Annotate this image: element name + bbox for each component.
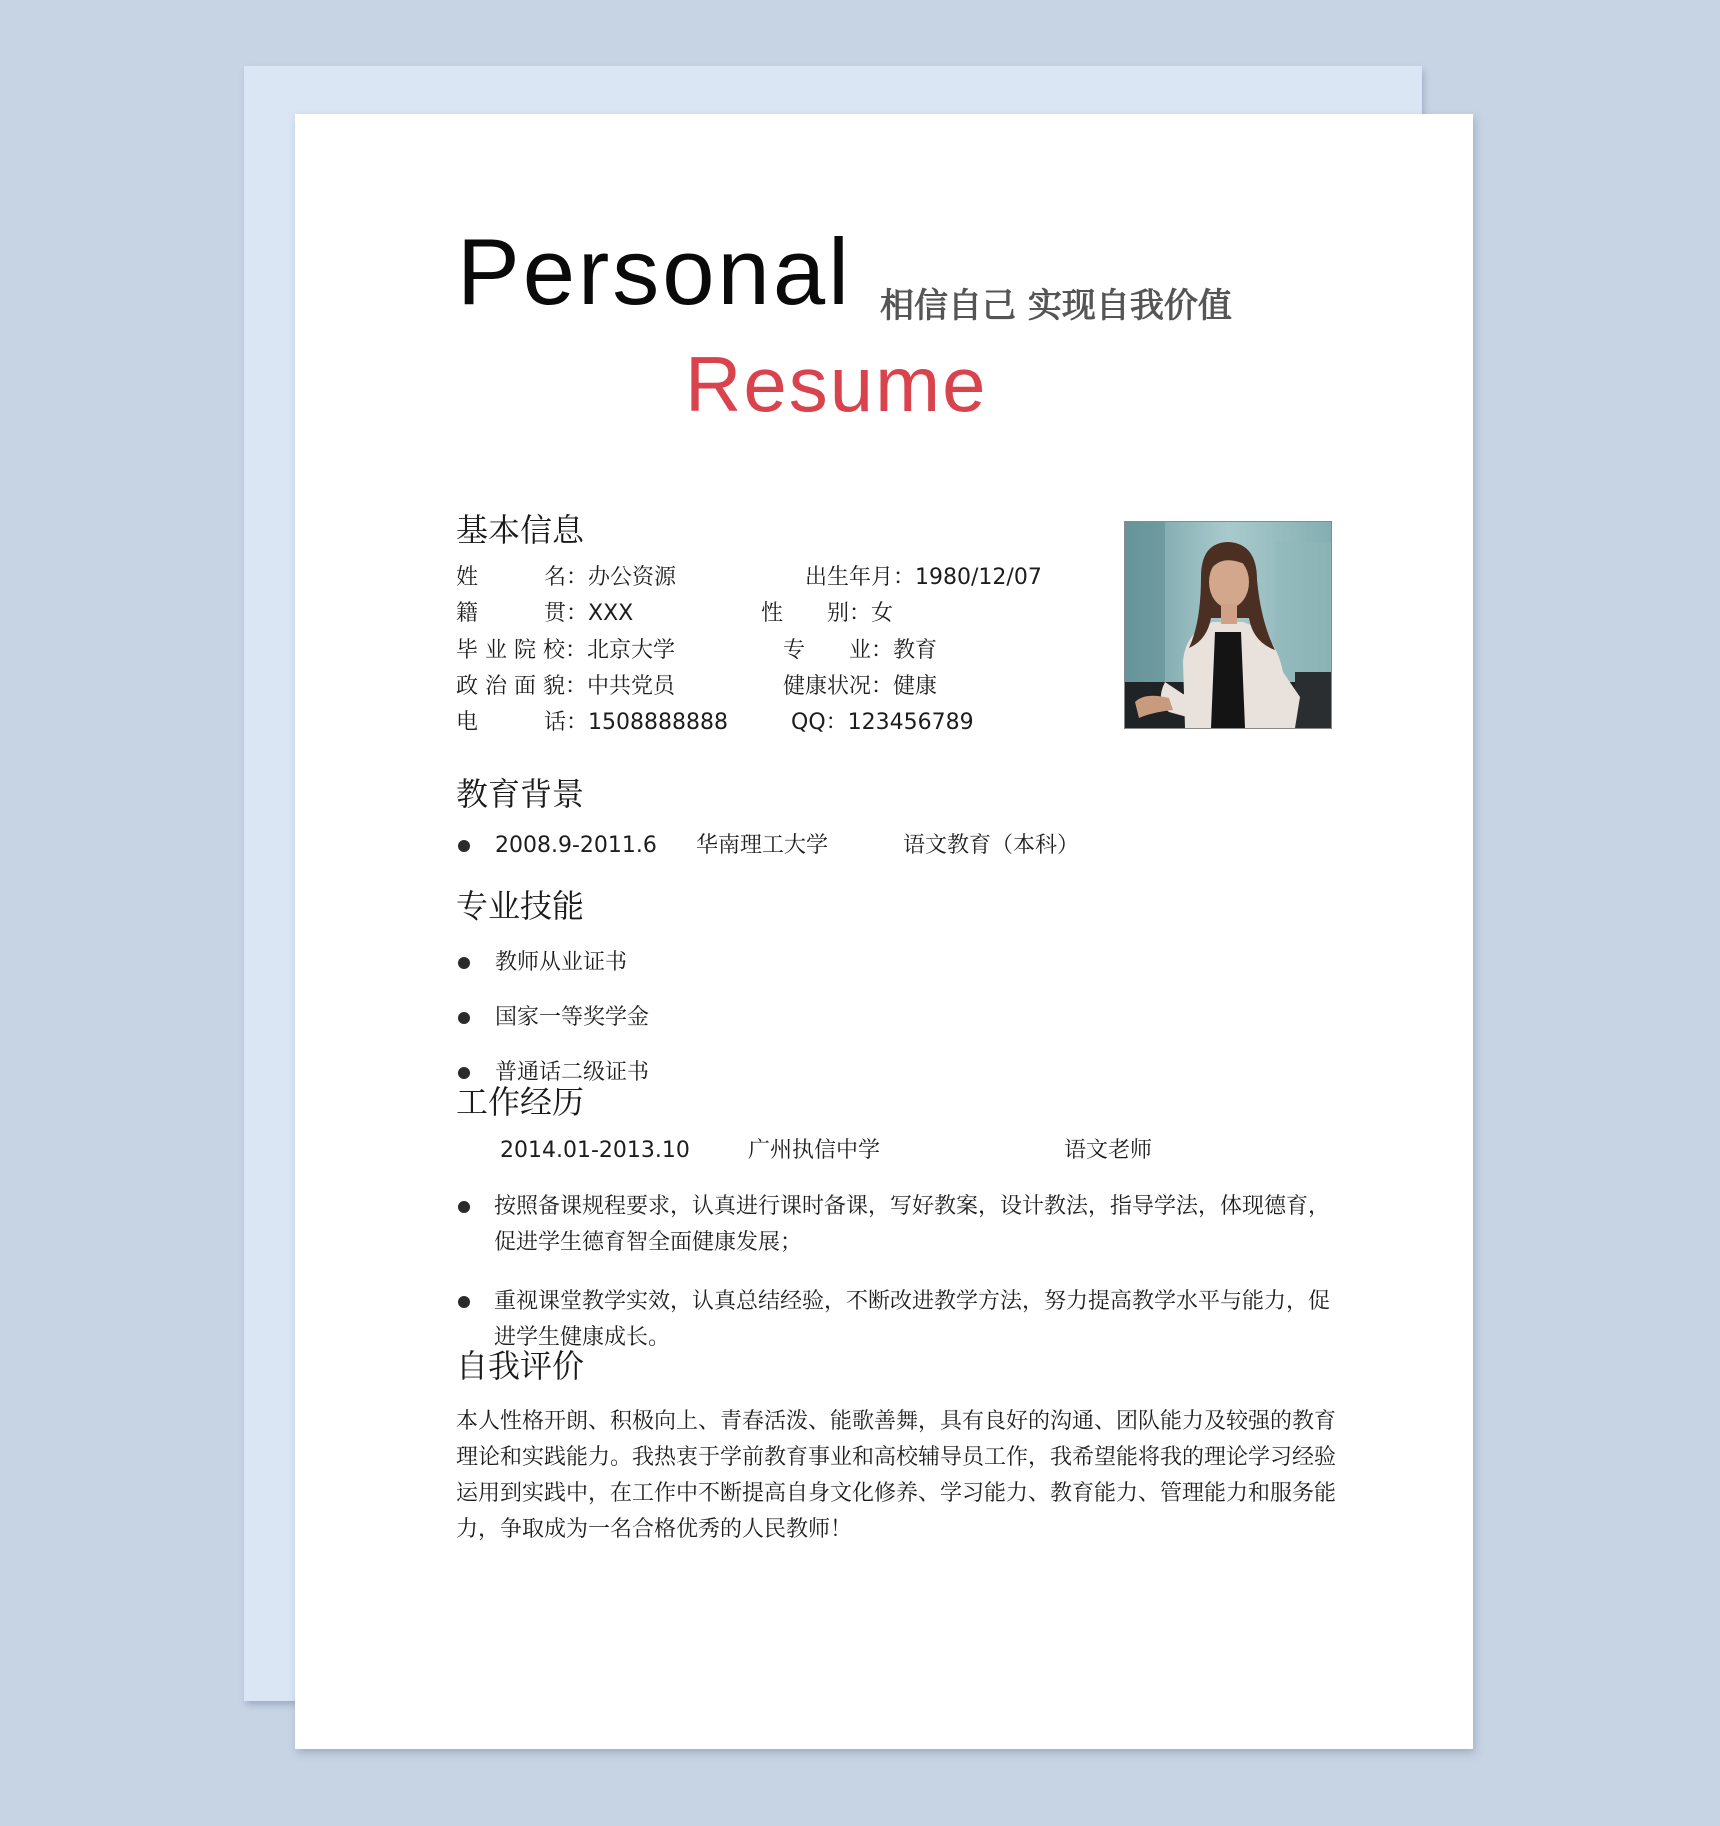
field-value: 办公资源: [588, 565, 677, 590]
section-title-self-eval: 自我评价: [456, 1347, 585, 1385]
work-duty-clip: [445, 1279, 1345, 1350]
field-native-place: [456, 600, 633, 628]
field-label: 出生年月：: [805, 565, 916, 590]
slogan: 相信自己 实现自我价值: [880, 286, 1232, 326]
section-title-work: 工作经历: [456, 1083, 585, 1121]
person-portrait-icon: [1125, 522, 1331, 728]
field-label: QQ：: [791, 710, 848, 735]
field-label: 专 业：: [783, 638, 894, 663]
resume-page: [295, 114, 1473, 1749]
self-eval-text: 本人性格开朗、积极向上、青春活泼、能歌善舞，具有良好的沟通、团队能力及较强的教育理论和实践能力。我热衷于学前教育事业和高校辅导员工作，我希望能将我的理论学习经验运用到实践中，在工作中不断提高自身文化修养、学习能力、教育能力、管理能力和服务能力，争取成为一名合格优秀的人民教师！: [456, 1409, 1337, 1542]
field-birth: [805, 564, 1042, 592]
field-value: 女: [871, 601, 894, 626]
field-value: 中共党员: [586, 674, 675, 699]
bullet-icon: [458, 957, 470, 969]
work-company: 广州执信中学: [748, 1138, 881, 1163]
work-duty-item: 按照备课规程要求，认真进行课时备课，写好教案，设计教法，指导学法，体现德育，促进学生德育智全面健康发展；: [494, 1194, 1331, 1255]
bullet-icon: [458, 1012, 470, 1024]
field-label: 电 话：: [456, 710, 589, 735]
field-value: 北京大学: [586, 638, 675, 663]
field-label: 政 治 面 貌：: [456, 674, 587, 699]
field-name: [456, 564, 676, 592]
field-label: 籍 贯：: [456, 601, 589, 626]
education-school: 华南理工大学: [696, 833, 829, 858]
skill-item: 普通话二级证书: [495, 1060, 650, 1085]
education-major: 语文教育（本科）: [903, 833, 1080, 858]
section-title-skills: 专业技能: [456, 887, 585, 925]
bullet-icon: [458, 1201, 470, 1213]
skills-list: [445, 934, 1145, 1085]
field-label: 健康状况：: [783, 674, 894, 699]
bullet-icon: [458, 840, 470, 852]
field-label: 毕 业 院 校：: [456, 638, 587, 663]
field-qq: [791, 709, 974, 737]
field-health: [783, 673, 937, 701]
title-resume: Resume: [685, 340, 988, 428]
work-position: 语文老师: [1064, 1138, 1153, 1163]
field-political: [456, 673, 675, 701]
skill-item: 国家一等奖学金: [495, 1005, 650, 1030]
bullet-icon: [458, 1067, 470, 1079]
skill-item: 教师从业证书: [495, 950, 628, 975]
field-label: 性 别：: [761, 601, 872, 626]
field-school: [456, 637, 675, 665]
education-period: 2008.9-2011.6: [495, 833, 657, 858]
field-phone: [456, 709, 728, 737]
bullet-icon: [458, 1296, 470, 1308]
work-duty-item: 重视课堂教学实效，认真总结经验，不断改进教学方法，努力提高教学水平与能力，促进学生健康成长。: [494, 1289, 1331, 1350]
section-title-education: 教育背景: [456, 775, 585, 813]
field-value: XXX: [588, 601, 634, 626]
title-personal: Personal: [457, 219, 852, 324]
field-value: 123456789: [847, 710, 974, 735]
field-gender: [761, 600, 893, 628]
field-label: 姓 名：: [456, 565, 589, 590]
section-title-basic-info: 基本信息: [456, 511, 585, 549]
field-value: 教育: [893, 638, 938, 663]
field-value: 1508888888: [588, 710, 728, 735]
profile-photo: [1124, 521, 1332, 729]
field-value: 健康: [893, 674, 938, 699]
field-major: [783, 637, 937, 665]
field-value: 1980/12/07: [915, 565, 1042, 590]
work-period: 2014.01-2013.10: [500, 1138, 690, 1163]
